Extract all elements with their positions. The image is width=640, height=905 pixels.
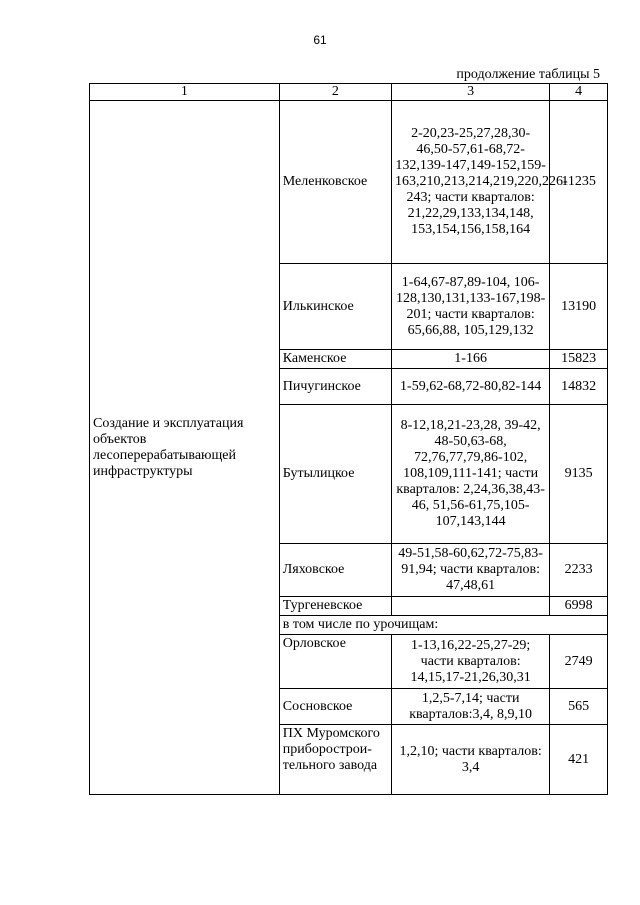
area-cell: 2233	[550, 544, 608, 597]
header-row	[90, 84, 608, 101]
quarters-cell: 2-20,23-25,27,28,30-46,50-57,61-68,72-132,139-147,149-152,159-163,210,213,214,219,220,226-243; части кварталов: 21,22,29,133,134,148, 153,154,156,158,164	[391, 101, 549, 264]
forestry-name: Пичугинское	[279, 369, 391, 405]
area-cell: 9135	[550, 405, 608, 544]
forestry-name: Бутылицкое	[279, 405, 391, 544]
forestry-name: Меленковское	[279, 101, 391, 264]
subheading-cell: в том числе по урочищам:	[279, 616, 607, 635]
quarters-cell: 1-13,16,22-25,27-29; части кварталов: 14,15,17-21,26,30,31	[391, 635, 549, 689]
tract-name: Орловское	[279, 635, 391, 689]
quarters-cell: 49-51,58-60,62,72-75,83-91,94; части кварталов: 47,48,61	[391, 544, 549, 597]
area-cell: 6998	[550, 597, 608, 616]
quarters-cell: 1-166	[391, 350, 549, 369]
area-cell: 13190	[550, 264, 608, 350]
quarters-cell	[391, 597, 549, 616]
activity-cell: Создание и эксплуатация объектов лесоперерабатывающей инфраструктуры	[90, 101, 280, 795]
area-cell: 2749	[550, 635, 608, 689]
column-header: 2	[279, 84, 391, 101]
table-row	[90, 101, 608, 264]
area-cell: 15823	[550, 350, 608, 369]
forestry-name: Тургеневское	[279, 597, 391, 616]
tract-name: ПХ Муромского приборострои-тельного завода	[279, 725, 391, 795]
table-continuation-label: продолжение таблицы 5	[456, 67, 600, 82]
quarters-cell: 8-12,18,21-23,28, 39-42, 48-50,63-68, 72,76,77,79,86-102, 108,109,111-141; части кварталов: 2,24,36,38,43-46, 51,56-61,75,105-107,143,144	[391, 405, 549, 544]
forestry-name: Илькинское	[279, 264, 391, 350]
area-cell: 14832	[550, 369, 608, 405]
page-number: 61	[313, 33, 327, 47]
column-header: 4	[550, 84, 608, 101]
quarters-cell: 1,2,10; части кварталов: 3,4	[391, 725, 549, 795]
area-cell: 421	[550, 725, 608, 795]
column-header: 1	[90, 84, 280, 101]
tract-name: Сосновское	[279, 689, 391, 725]
column-header: 3	[391, 84, 549, 101]
quarters-cell: 1,2,5-7,14; части кварталов:3,4, 8,9,10	[391, 689, 549, 725]
forestry-name: Каменское	[279, 350, 391, 369]
forestry-name: Ляховское	[279, 544, 391, 597]
forest-quarters-table	[89, 83, 608, 795]
area-cell: 565	[550, 689, 608, 725]
quarters-cell: 1-64,67-87,89-104, 106-128,130,131,133-167,198-201; части кварталов: 65,66,88, 105,129,132	[391, 264, 549, 350]
quarters-cell: 1-59,62-68,72-80,82-144	[391, 369, 549, 405]
area-cell: 11235	[550, 101, 608, 264]
